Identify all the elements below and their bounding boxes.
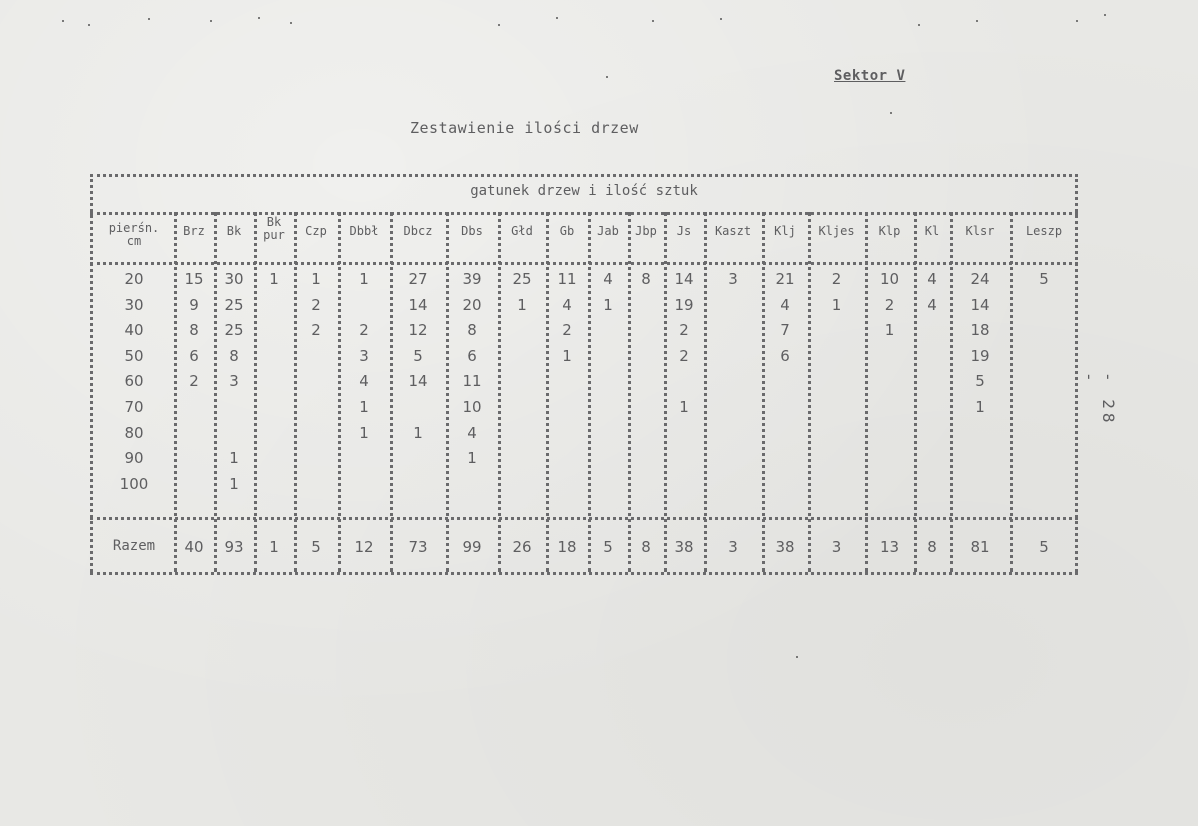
count-value: 3 (229, 372, 239, 391)
species-name: Js (676, 224, 692, 238)
total-value: 1 (269, 538, 279, 556)
diameter-value: 80 (124, 423, 144, 442)
count-value: 1 (603, 295, 613, 314)
count-value: 19 (674, 295, 694, 314)
count-value: 8 (229, 346, 239, 365)
count-value: 1 (831, 295, 842, 314)
page-number: - 28 - (1080, 372, 1118, 427)
count-value: 3 (728, 270, 738, 288)
column-divider (498, 212, 501, 572)
paper-speck (88, 24, 90, 26)
paper-speck (1104, 14, 1106, 16)
column-divider (808, 212, 811, 572)
count-value: 5 (1039, 270, 1049, 288)
total-value: 99 (462, 538, 482, 556)
species-column-header (174, 225, 214, 238)
species-column-header (214, 225, 254, 238)
column-divider (628, 212, 631, 572)
count-value: 8 (189, 321, 199, 340)
count-value: 14 (408, 295, 428, 314)
total-value: 3 (728, 538, 738, 556)
column-divider (214, 212, 217, 572)
count-value: 1 (467, 449, 477, 468)
total-value: 8 (641, 538, 651, 556)
species-name: Kljes (818, 224, 855, 238)
table-rule (90, 572, 1078, 575)
count-value: 4 (467, 423, 477, 442)
count-value: 1 (517, 295, 527, 314)
column-divider (664, 212, 667, 572)
paper-speck (918, 24, 920, 26)
table-rule (90, 517, 1078, 520)
species-group-header: gatunek drzew i ilość sztuk (470, 183, 698, 199)
species-name: Kaszt (714, 224, 752, 238)
total-value: 5 (1039, 538, 1049, 556)
species-name: Gb (559, 224, 575, 238)
count-value: 1 (975, 398, 985, 416)
species-name: Jab (597, 224, 619, 238)
count-value: 2 (311, 321, 321, 340)
diameter-value: 70 (124, 398, 144, 416)
species-name: Głd (511, 224, 533, 238)
count-value: 1 (229, 474, 239, 493)
species-column-header (950, 225, 1010, 238)
count-value: 10 (879, 270, 900, 288)
count-value: 12 (408, 321, 428, 340)
count-value: 11 (462, 372, 482, 391)
count-value: 1 (359, 270, 369, 288)
count-value: 7 (780, 321, 790, 340)
diameter-value: 90 (124, 449, 144, 468)
count-value: 3 (359, 346, 369, 365)
count-value: 1 (413, 423, 423, 442)
paper-speck (1076, 20, 1078, 22)
species-column-header (865, 225, 914, 238)
count-value: 20 (462, 295, 482, 314)
species-name: Klj (774, 224, 796, 238)
total-value: 93 (224, 538, 244, 556)
column-divider (254, 212, 257, 572)
paper-speck (498, 24, 500, 26)
species-name: Klsr (965, 224, 995, 238)
species-name: Brz (183, 224, 205, 238)
count-value: 4 (359, 372, 369, 391)
species-name: Bk (226, 224, 242, 238)
total-value: 73 (408, 538, 428, 556)
count-value: 9 (189, 295, 199, 314)
column-divider (704, 212, 707, 572)
species-name: Dbbł (349, 224, 379, 238)
diameter-header-line1: pierśn. (108, 221, 160, 235)
count-value: 11 (557, 270, 577, 288)
count-value: 2 (562, 321, 572, 340)
count-value: 10 (462, 398, 482, 416)
total-value: 38 (674, 538, 694, 556)
column-divider (588, 212, 591, 572)
total-value: 12 (354, 538, 374, 556)
count-value: 4 (927, 270, 937, 288)
count-value: 25 (224, 321, 244, 340)
count-value: 1 (359, 423, 369, 442)
count-value: 1 (229, 449, 239, 468)
total-value: 5 (603, 538, 613, 556)
sector-label: Sektor V (834, 68, 906, 84)
count-value: 25 (512, 270, 532, 288)
total-value: 40 (184, 538, 204, 556)
count-value: 24 (970, 270, 990, 288)
paper-speck (290, 22, 292, 24)
species-column-header (546, 225, 588, 238)
diameter-value: 60 (124, 372, 144, 391)
count-value: 6 (189, 346, 199, 365)
column-divider (546, 212, 549, 572)
total-value: 3 (831, 538, 842, 556)
species-column-header (446, 225, 498, 238)
paper-speck (258, 17, 260, 19)
species-name: Klp (878, 224, 901, 238)
count-value: 4 (603, 270, 613, 288)
total-value: 38 (775, 538, 795, 556)
paper-speck (976, 20, 978, 22)
diameter-value: 40 (124, 321, 144, 340)
column-divider (865, 212, 868, 572)
column-divider (1010, 212, 1013, 572)
count-value: 1 (562, 346, 572, 365)
count-value: 5 (413, 346, 423, 365)
count-value: 1 (359, 398, 369, 416)
count-value: 2 (884, 295, 895, 314)
species-name-suffix: pur (263, 228, 285, 242)
diameter-value: 20 (124, 270, 144, 288)
count-value: 1 (269, 270, 279, 288)
count-value: 2 (311, 295, 321, 314)
total-value: 5 (311, 538, 321, 556)
species-column-header (704, 225, 762, 238)
total-value: 18 (557, 538, 577, 556)
column-divider (446, 212, 449, 572)
count-value: 15 (184, 270, 204, 288)
species-name: Dbcz (403, 224, 433, 238)
count-value: 1 (311, 270, 321, 288)
count-value: 2 (831, 270, 842, 288)
count-value: 2 (679, 321, 689, 340)
total-value: 8 (927, 538, 937, 556)
total-value: 26 (512, 538, 532, 556)
species-column-header (664, 225, 704, 238)
column-divider (294, 212, 297, 572)
paper-speck (606, 76, 608, 78)
species-column-header (254, 216, 294, 242)
column-divider (762, 212, 765, 572)
species-column-header (390, 225, 446, 238)
species-name: Kl (924, 224, 940, 238)
column-divider (338, 212, 341, 572)
species-name: Czp (305, 224, 327, 238)
count-value: 14 (970, 295, 990, 314)
table-rule (90, 262, 1078, 265)
count-value: 30 (224, 270, 244, 288)
species-column-header (498, 225, 546, 238)
count-value: 1 (679, 398, 689, 416)
species-name: Dbs (461, 224, 483, 238)
species-name: Leszp (1025, 224, 1063, 238)
diameter-column-header (94, 222, 174, 248)
count-value: 39 (462, 270, 482, 288)
count-value: 14 (408, 372, 428, 391)
total-value: 13 (879, 538, 900, 556)
paper-speck (210, 20, 212, 22)
column-divider (950, 212, 953, 572)
count-value: 2 (679, 346, 689, 365)
column-divider (390, 212, 393, 572)
count-value: 19 (970, 346, 990, 365)
total-value: 81 (970, 538, 990, 556)
table-border (90, 174, 93, 572)
count-value: 4 (927, 295, 937, 314)
count-value: 5 (975, 372, 985, 391)
count-value: 18 (970, 321, 990, 340)
count-value: 1 (884, 321, 895, 340)
diameter-value: 100 (119, 474, 149, 493)
count-value: 21 (775, 270, 795, 288)
paper-speck (890, 112, 892, 114)
diameter-value: 50 (124, 346, 144, 365)
count-value: 6 (467, 346, 477, 365)
species-column-header (294, 225, 338, 238)
count-value: 8 (467, 321, 477, 340)
species-column-header (808, 225, 865, 238)
diameter-header-unit: cm (126, 234, 142, 248)
paper-speck (796, 656, 798, 658)
total-label: Razem (112, 538, 156, 554)
species-name: Jbp (635, 224, 657, 238)
paper-speck (652, 20, 654, 22)
diameter-value: 30 (124, 295, 144, 314)
count-value: 25 (224, 295, 244, 314)
count-value: 2 (189, 372, 199, 391)
species-column-header (628, 225, 664, 238)
species-column-header (914, 225, 950, 238)
column-divider (174, 212, 177, 572)
tree-count-table (90, 174, 1078, 574)
species-column-header (588, 225, 628, 238)
paper-speck (556, 17, 558, 19)
count-value: 14 (674, 270, 694, 288)
paper-speck (148, 18, 150, 20)
count-value: 4 (562, 295, 572, 314)
count-value: 4 (780, 295, 790, 314)
paper-speck (62, 20, 64, 22)
count-value: 8 (641, 270, 651, 288)
count-value: 2 (359, 321, 369, 340)
species-column-header (338, 225, 390, 238)
document-title: Zestawienie ilości drzew (410, 119, 639, 137)
species-name: Bk (266, 215, 282, 229)
count-value: 6 (780, 346, 790, 365)
table-rule (90, 174, 1078, 177)
table-rule (90, 212, 1078, 215)
count-value: 27 (408, 270, 428, 288)
species-column-header (1010, 225, 1078, 238)
paper-speck (720, 18, 722, 20)
species-column-header (762, 225, 808, 238)
column-divider (914, 212, 917, 572)
